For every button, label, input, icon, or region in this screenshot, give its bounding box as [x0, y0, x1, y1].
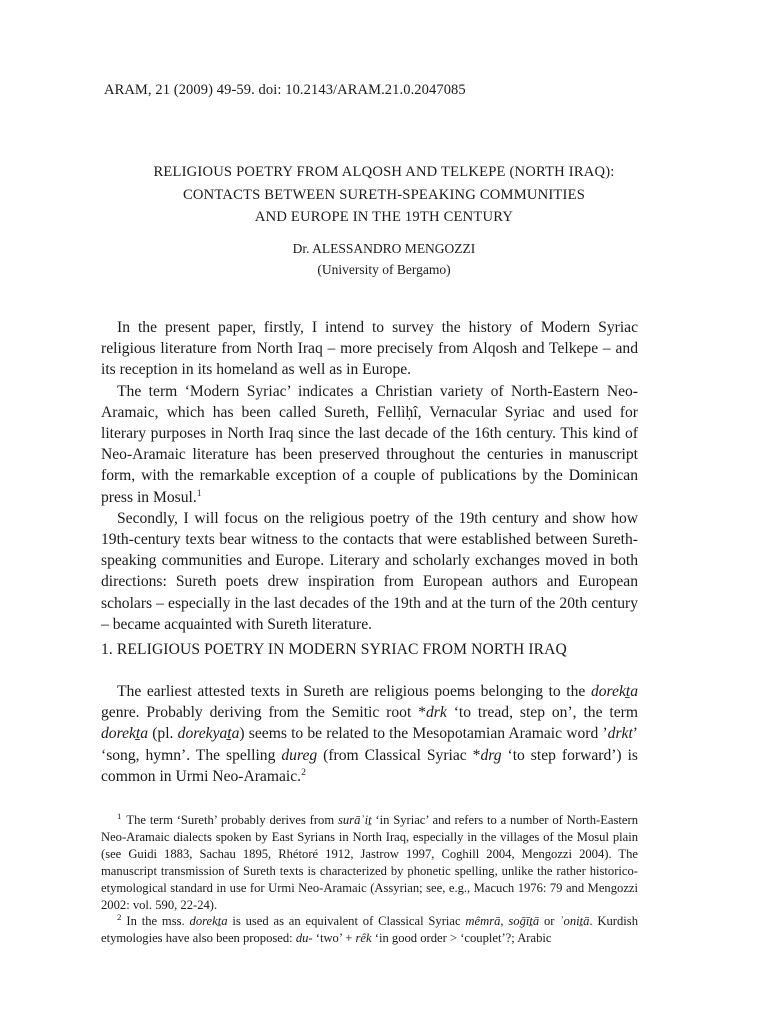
term-italic: soḡīṯā [508, 914, 540, 929]
text-run: is used as an equivalent of Classical Syriac [227, 914, 466, 929]
text-run: ‘in Syriac’ and refers to a number of North-Eastern Neo-Aramaic dialects spoken by East Syrians in North Iraq, especially in the villages of the Mosul plain (see Guidi 1883, Sachau 1895, Rhétoré 1912, Jastrow 1997, Coghill 2004, Mengozzi 2004). The manuscript transmission of Sureth texts is characterized by phonetic spelling, unlike the rather historico-etymological standard in use for Urmi Neo-Aramaic (Assyrian; see, e.g., Macuch 1976: 79 and Mengozzi 2002: vol. 590, 22-24). [101, 813, 638, 912]
footnote-ref-1[interactable]: 1 [196, 487, 202, 499]
text-run: (from Classical Syriac * [317, 746, 481, 764]
term-italic: ʾoniṯā [559, 914, 590, 929]
text-run: ‘in good order > ‘couplet’?; Arabic [371, 931, 552, 946]
author-affiliation: (University of Bergamo) [317, 262, 451, 277]
intro-paragraph-2-text: The term ‘Modern Syriac’ indicates a Christian variety of North-Eastern Neo-Aramaic, which has been called Sureth, Fellìḥî, Vernacular Syriac and used for literary purposes in North Iraq since the last decade of the 16th century. This kind of Neo-Aramaic literature has been preserved throughout the centuries in manuscript form, with the remarkable exception of a couple of publications by the Dominican press in Mosul. [101, 382, 638, 506]
text-run: ‘to step forward’) is common in Urmi Neo-Aramaic. [101, 746, 638, 785]
article-title [100, 161, 668, 229]
footnote-1-mark: 1 [117, 810, 122, 821]
intro-paragraph-3: Secondly, I will focus on the religious poetry of the 19th century and show how 19th-century texts bear witness to the contacts that were established between Sureth-speaking communities and Europe. Literary and scholarly exchanges moved in both directions: Sureth poets drew inspiration from European authors and European scholars – especially in the last decades of the 19th and at the turn of the 20th century – became acquainted with Sureth literature. [101, 509, 638, 633]
text-run: , [500, 914, 509, 929]
term-italic: dorekṯa [101, 725, 149, 743]
author-block [100, 238, 668, 280]
text-run: genre. Probably deriving from the Semitic root * [101, 704, 426, 722]
text-run: or [539, 914, 560, 929]
intro-paragraph-1: In the present paper, firstly, I intend to survey the history of Modern Syriac religious literature from North Iraq – more precisely from Alqosh and Telkepe – and its reception in its homeland as well as in Europe. [101, 319, 638, 379]
term-italic: dureg [281, 746, 318, 764]
text-run: The earliest attested texts in Sureth are religious poems belonging to the [117, 683, 591, 700]
title-line-1: RELIGIOUS POETRY FROM ALQOSH AND TELKEPE (NORTH IRAQ): [153, 164, 615, 180]
term-italic: drk [426, 704, 447, 722]
text-run: . Kurdish etymologies have also been proposed: [101, 914, 638, 946]
text-run: ) seems to be related to the Mesopotamian Aramaic word ’ [239, 725, 608, 743]
section-paragraph [101, 681, 638, 787]
text-run: (pl. [148, 725, 178, 743]
section-heading: 1. RELIGIOUS POETRY IN MODERN SYRIAC FROM NORTH IRAQ [101, 641, 567, 658]
term-italic: drg [480, 746, 502, 764]
text-run: ‘to tread, step on’, the term [446, 704, 638, 722]
title-line-3: AND EUROPE IN THE 19TH CENTURY [254, 209, 514, 225]
term-italic: dorekṯa [590, 683, 638, 700]
term-italic: du- [295, 931, 313, 946]
term-italic: drkt [607, 725, 633, 743]
footnote-1 [101, 812, 638, 913]
title-line-2: CONTACTS BETWEEN SURETH-SPEAKING COMMUNITIES [182, 186, 586, 203]
footnote-ref-2[interactable]: 2 [301, 766, 306, 778]
running-head: ARAM, 21 (2009) 49-59. doi: 10.2143/ARAM.21.0.2047085 [104, 82, 466, 98]
text-run: The term ‘Sureth’ probably derives from [126, 813, 338, 827]
term-italic: dorekṯa [189, 914, 228, 929]
term-italic: rêk [355, 931, 372, 946]
text-run: In the mss. [126, 914, 190, 929]
term-italic: surāʾiṯ [337, 813, 372, 827]
term-italic: dorekyaṯa [177, 725, 240, 743]
footnote-2-mark: 2 [117, 912, 122, 923]
footnotes [101, 812, 638, 947]
text-run: ’ ‘song, hymn’. The spelling [101, 725, 638, 764]
text-run: ‘two’ + [312, 931, 356, 946]
author-name: Dr. ALESSANDRO MENGOZZI [292, 241, 476, 256]
footnote-2 [101, 913, 638, 947]
introduction [101, 317, 638, 635]
section-1-body [101, 681, 638, 787]
term-italic: mêmrā [465, 914, 501, 929]
intro-paragraph-2 [101, 381, 638, 508]
